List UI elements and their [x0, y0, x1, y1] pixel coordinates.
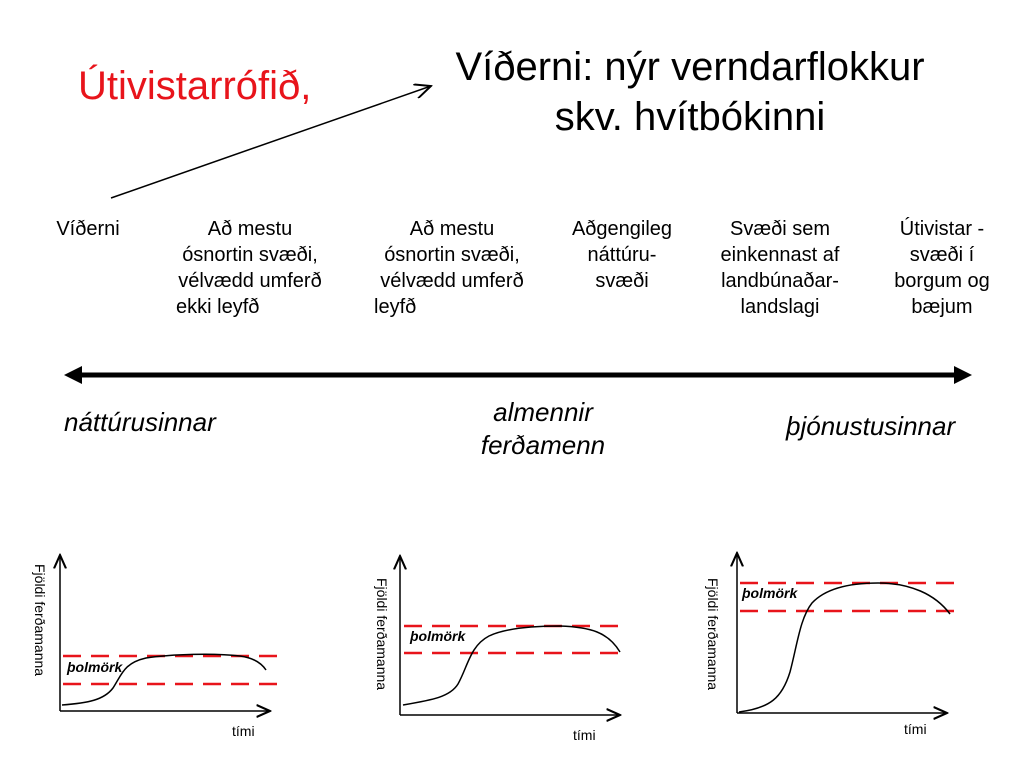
category-landbunadar: [700, 216, 860, 320]
category-osnortin-ekki-leyfd: [160, 216, 340, 320]
category-adgengileg: [560, 216, 684, 294]
graph-1: [60, 555, 278, 711]
label-almennir: almennir: [493, 397, 593, 427]
category-6-line-2: svæði í: [909, 244, 975, 266]
graph-3-xlabel: tími: [904, 721, 927, 737]
graph-2-xlabel: tími: [573, 727, 596, 743]
graph-2-ylabel: Fjöldi ferðamanna: [374, 578, 390, 691]
category-4-line-3: svæði: [595, 270, 649, 292]
category-4-line-2: náttúru-: [587, 244, 657, 266]
category-3-line-4: leyfð: [374, 296, 417, 318]
category-4-line-1: Aðgengileg: [571, 218, 673, 240]
category-3-line-1: Að mestu: [409, 218, 495, 240]
category-3-line-3: vélvædd umferð: [380, 270, 524, 292]
graph-2-threshold-label: þolmörk: [410, 628, 466, 644]
category-5-line-1: Svæði sem: [729, 218, 831, 240]
spectrum-arrowhead-right: [954, 366, 972, 384]
label-thjonustusinnar: þjónustusinnar: [786, 411, 956, 441]
spectrum-arrowhead-left: [64, 366, 82, 384]
category-6-line-4: bæjum: [911, 296, 973, 318]
graph-3: [737, 553, 955, 713]
graph-1-xlabel: tími: [232, 723, 255, 739]
category-vidierni: [40, 216, 136, 242]
category-2-line-4: ekki leyfð: [176, 296, 260, 318]
title-line-1: Víðerni: nýr verndarflokkur: [455, 45, 925, 89]
red-heading: Útivistarrófið,: [78, 64, 312, 108]
label-almennir-ferdamenn: [446, 396, 640, 462]
label-natturusinnar: náttúrusinnar: [64, 407, 216, 437]
category-utivistarsvaedi: [880, 216, 1004, 320]
graph-3-curve: [739, 583, 950, 712]
category-5-line-3: landbúnaðar-: [721, 270, 839, 292]
category-vidierni-line-1: Víðerni: [56, 218, 120, 240]
label-ferdamenn: ferðamenn: [480, 430, 606, 460]
category-5-line-4: landslagi: [740, 296, 820, 318]
category-2-line-3: vélvædd umferð: [178, 270, 322, 292]
graph-3-threshold-label: þolmörk: [742, 585, 798, 601]
category-6-line-1: Útivistar -: [899, 218, 985, 240]
category-2-line-1: Að mestu: [207, 218, 293, 240]
spectrum-arrow: [64, 366, 972, 384]
graph-3-ylabel: Fjöldi ferðamanna: [705, 578, 721, 691]
category-2-line-2: ósnortin svæði,: [182, 244, 318, 266]
category-6-line-3: borgum og: [894, 270, 990, 292]
connector-arrow: [111, 86, 431, 198]
graph-1-threshold-label: þolmörk: [67, 659, 123, 675]
category-5-line-2: einkennast af: [720, 244, 840, 266]
title-line-2: skv. hvítbókinni: [554, 95, 826, 139]
graph-1-ylabel: Fjöldi ferðamanna: [32, 564, 48, 677]
category-osnortin-leyfd: [362, 216, 542, 320]
category-3-line-2: ósnortin svæði,: [384, 244, 520, 266]
